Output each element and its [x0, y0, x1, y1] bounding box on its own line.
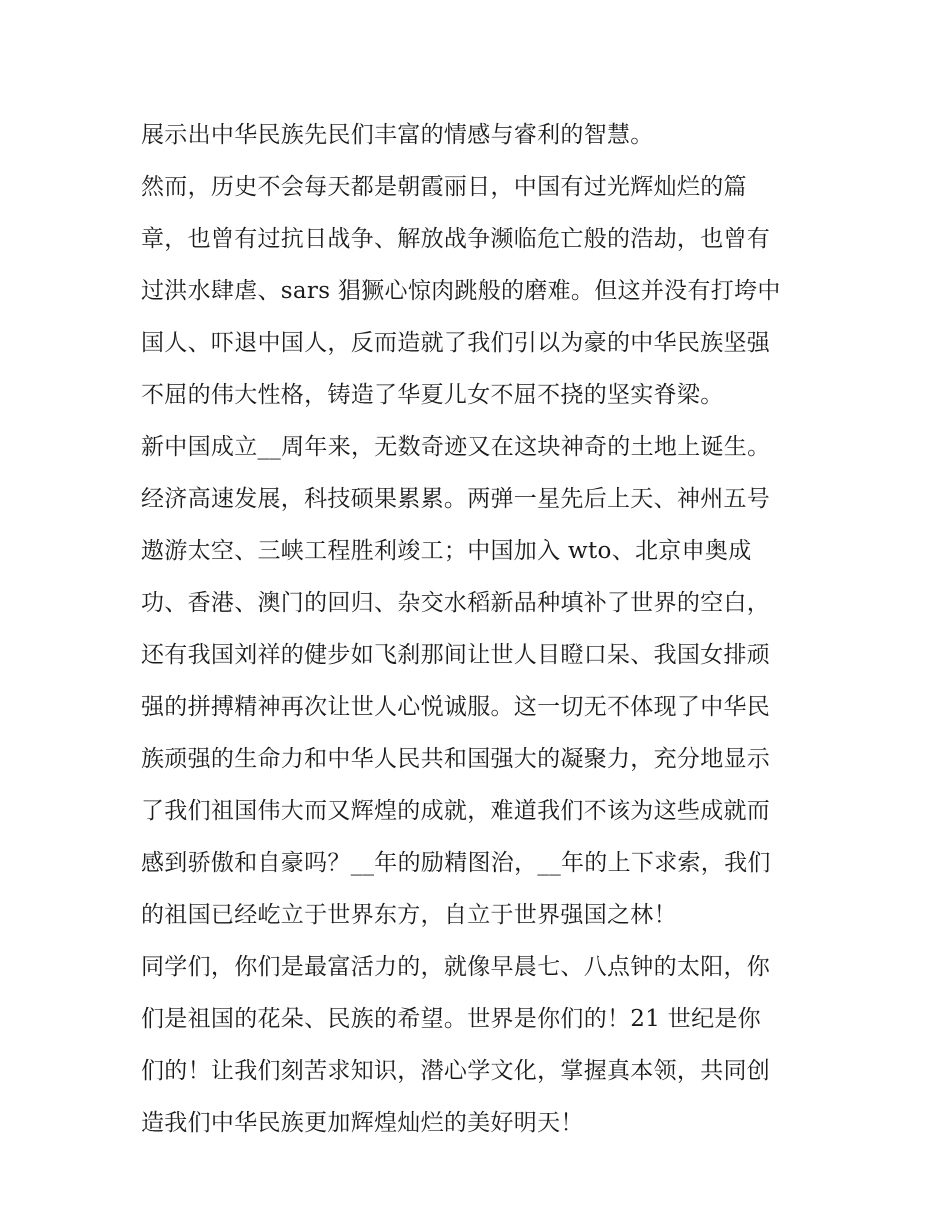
text-line: 经济高速发展，科技硕果累累。两弹一星先后上天、神州五号 — [141, 486, 771, 512]
text-line: 国人、吓退中国人，反而造就了我们引以为豪的中华民族坚强 — [141, 330, 771, 356]
text-line: 章，也曾有过抗日战争、解放战争濒临危亡般的浩劫，也曾有 — [141, 226, 771, 252]
text-line: 族顽强的生命力和中华人民共和国强大的凝聚力，充分地显示 — [141, 746, 771, 772]
text-line: 的祖国已经屹立于世界东方，自立于世界强国之林！ — [141, 902, 677, 928]
text-line: 然而，历史不会每天都是朝霞丽日，中国有过光辉灿烂的篇 — [141, 174, 747, 200]
text-line: 感到骄傲和自豪吗？__年的励精图治，__年的上下求索，我们 — [141, 850, 771, 876]
text-line: 强的拼搏精神再次让世人心悦诚服。这一切无不体现了中华民 — [141, 694, 771, 720]
text-line: 造我们中华民族更加辉煌灿烂的美好明天！ — [141, 1110, 584, 1136]
text-line: 了我们祖国伟大而又辉煌的成就，难道我们不该为这些成就而 — [141, 798, 771, 824]
text-line: 新中国成立__周年来，无数奇迹又在这块神奇的土地上诞生。 — [141, 434, 771, 460]
text-line: 们的！让我们刻苦求知识，潜心学文化，掌握真本领，共同创 — [141, 1058, 771, 1084]
body-text — [141, 109, 821, 1149]
text-line: 展示出中华民族先民们丰富的情感与睿利的智慧。 — [141, 122, 654, 148]
text-line: 们是祖国的花朵、民族的希望。世界是你们的！21 世纪是你 — [141, 1006, 761, 1032]
text-line: 功、香港、澳门的回归、杂交水稻新品种填补了世界的空白， — [141, 590, 771, 616]
text-line: 不屈的伟大性格，铸造了华夏儿女不屈不挠的坚实脊梁。 — [141, 382, 724, 408]
text-line: 遨游太空、三峡工程胜利竣工；中国加入 wto、北京申奥成 — [141, 538, 752, 564]
text-line: 过洪水肆虐、sars 猖獗心惊肉跳般的磨难。但这并没有打垮中 — [141, 278, 781, 304]
text-line: 还有我国刘祥的健步如飞刹那间让世人目瞪口呆、我国女排顽 — [141, 642, 771, 668]
text-line: 同学们，你们是最富活力的，就像早晨七、八点钟的太阳，你 — [141, 954, 771, 980]
